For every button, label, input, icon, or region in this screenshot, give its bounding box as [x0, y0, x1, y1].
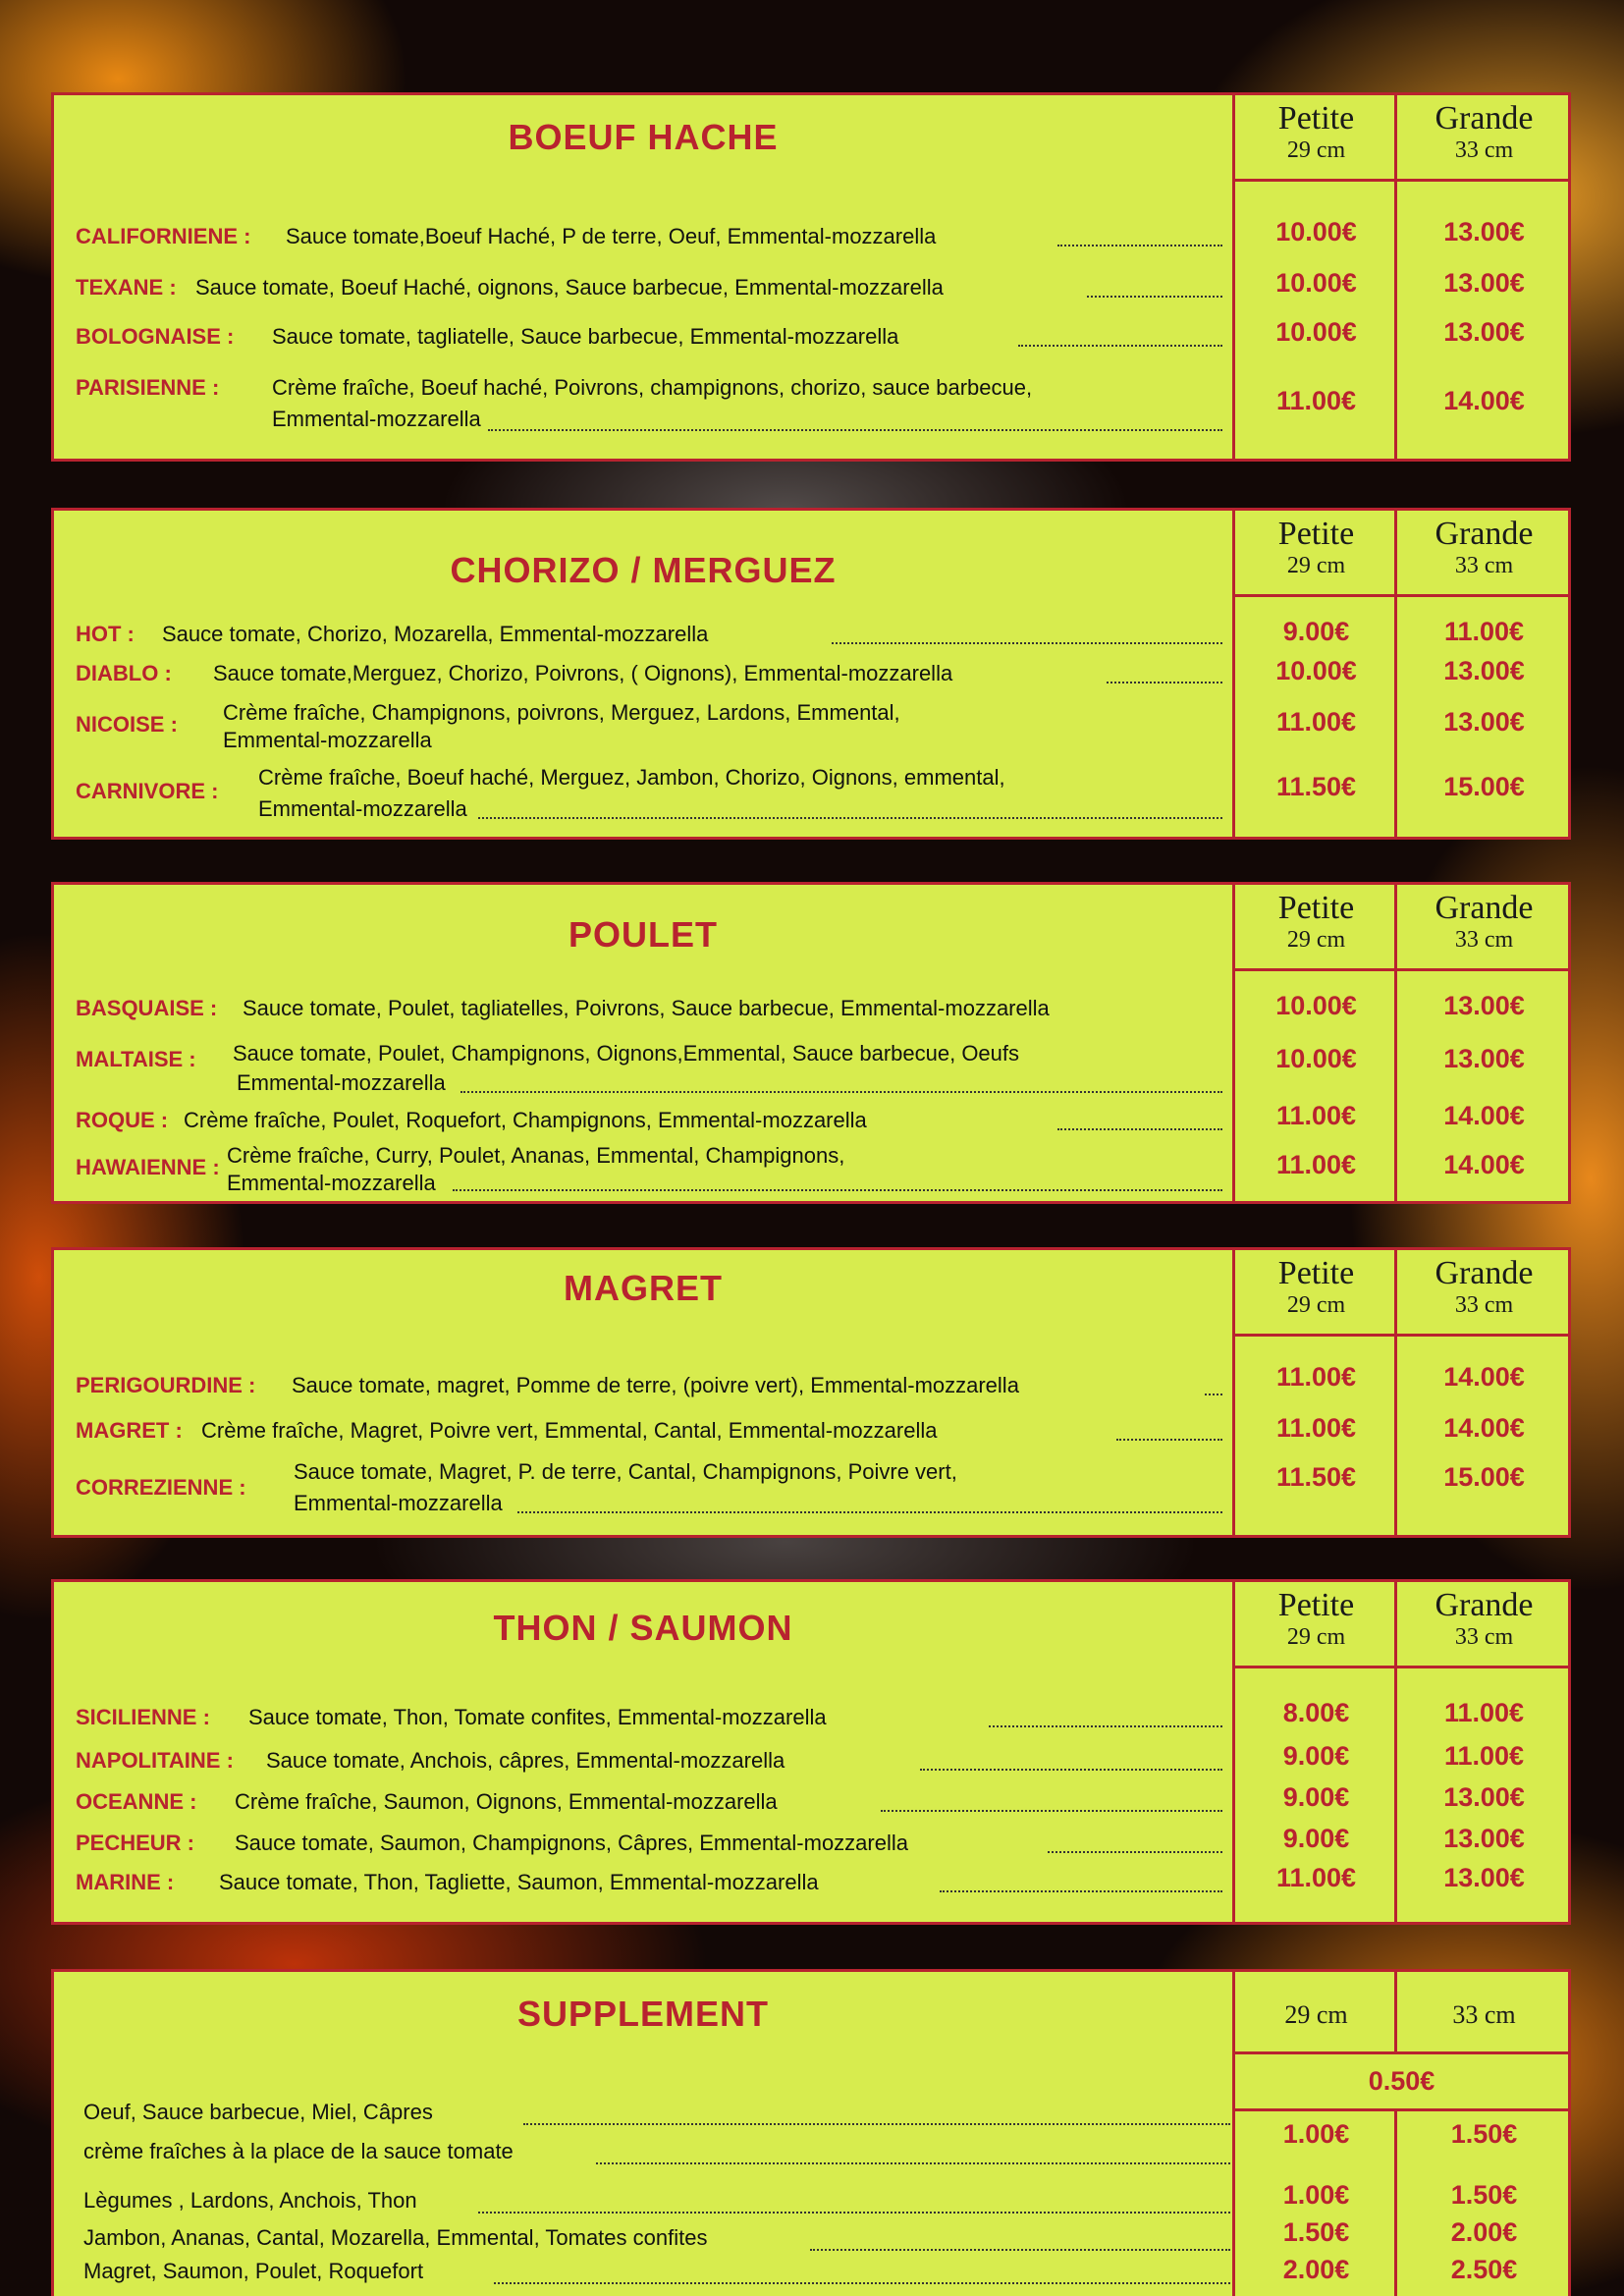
- size-cm: 33 cm: [1454, 927, 1514, 953]
- col-grande: [1394, 95, 1571, 459]
- item-desc-cont: Emmental-mozzarella: [227, 1171, 436, 1195]
- price: 10.00€: [1275, 217, 1357, 246]
- col-header: [1397, 511, 1571, 597]
- item-desc: Sauce tomate, Thon, Tomate confites, Emmental-mozzarella: [248, 1705, 827, 1729]
- price: 10.00€: [1275, 1044, 1357, 1073]
- item-name: BASQUAISE :: [76, 996, 218, 1020]
- section-title: BOEUF HACHE: [508, 117, 779, 157]
- price: 13.00€: [1443, 656, 1525, 685]
- size-name: Grande: [1435, 1255, 1534, 1291]
- dot-leader: [478, 817, 1222, 819]
- item-name: CORREZIENNE :: [76, 1475, 246, 1500]
- dot-leader: [940, 1890, 1222, 1892]
- item-desc: Sauce tomate, Anchois, câpres, Emmental-mozzarella: [266, 1748, 785, 1773]
- item-name: DIABLO :: [76, 661, 172, 685]
- size-name: Petite: [1277, 1255, 1355, 1291]
- col-header: [1235, 1582, 1397, 1668]
- item-desc: Sauce tomate,Boeuf Haché, P de terre, Oeuf, Emmental-mozzarella: [286, 224, 937, 248]
- price: 13.00€: [1443, 217, 1525, 246]
- price: 14.00€: [1443, 1362, 1525, 1392]
- supplement-line: crème fraîches à la place de la sauce tomate: [83, 2139, 514, 2163]
- section-main: [54, 511, 1232, 837]
- item-desc-cont: Emmental-mozzarella: [272, 407, 481, 431]
- dot-leader: [881, 1810, 1222, 1812]
- item-desc: Crème fraîche, Poulet, Roquefort, Champignons, Emmental-mozzarella: [184, 1108, 867, 1132]
- price: 10.00€: [1275, 991, 1357, 1020]
- price: 13.00€: [1443, 991, 1525, 1020]
- dot-leader: [453, 1189, 1222, 1191]
- price: 11.50€: [1275, 1462, 1357, 1492]
- item-name: MALTAISE :: [76, 1047, 196, 1071]
- price: 14.00€: [1443, 1413, 1525, 1443]
- col-header: [1235, 1250, 1397, 1337]
- price: 11.50€: [1275, 772, 1357, 801]
- dot-leader: [832, 642, 1222, 644]
- price: 9.00€: [1282, 617, 1350, 646]
- dot-leader: [810, 2249, 1230, 2251]
- col-33cm: [1394, 1972, 1571, 2296]
- item-desc: Sauce tomate, Poulet, Champignons, Oignons,Emmental, Sauce barbecue, Oeufs: [233, 1041, 1020, 1066]
- col-header: [1397, 885, 1571, 971]
- size-name: Petite: [1277, 890, 1355, 926]
- col-header: [1235, 1972, 1397, 2054]
- item-name: PECHEUR :: [76, 1831, 195, 1855]
- size-name: Grande: [1435, 100, 1534, 137]
- price: 1.00€: [1282, 2180, 1350, 2210]
- size-cm: 33 cm: [1452, 2000, 1516, 2029]
- price: 11.00€: [1275, 1413, 1357, 1443]
- price: 2.00€: [1282, 2255, 1350, 2284]
- price: 11.00€: [1275, 386, 1357, 415]
- item-name: ROQUE :: [76, 1108, 169, 1132]
- dot-leader: [1018, 345, 1222, 347]
- col-petite: [1232, 95, 1397, 459]
- item-desc: Sauce tomate, tagliatelle, Sauce barbecue, Emmental-mozzarella: [272, 324, 899, 349]
- supplement-line: Jambon, Ananas, Cantal, Mozarella, Emmental, Tomates confites: [83, 2225, 708, 2250]
- size-name: Petite: [1277, 516, 1355, 552]
- section-title: MAGRET: [564, 1268, 723, 1308]
- col-grande: [1394, 1250, 1571, 1535]
- section-title: SUPPLEMENT: [516, 1994, 770, 2034]
- item-name: CALIFORNIENE :: [76, 224, 251, 248]
- price: 11.00€: [1275, 707, 1357, 737]
- price: 1.50€: [1450, 2119, 1518, 2149]
- item-name: HAWAIENNE :: [76, 1155, 220, 1179]
- supplement-line: Magret, Saumon, Poulet, Roquefort: [83, 2259, 424, 2283]
- dot-leader: [596, 2162, 1230, 2164]
- section-title: THON / SAUMON: [493, 1608, 793, 1648]
- section-magret: [51, 1247, 1571, 1538]
- price: 2.00€: [1450, 2217, 1518, 2247]
- section-title: CHORIZO / MERGUEZ: [450, 550, 837, 590]
- item-name: NAPOLITAINE :: [76, 1748, 234, 1773]
- dot-leader: [523, 2123, 1230, 2125]
- price: 15.00€: [1443, 1462, 1525, 1492]
- size-cm: 33 cm: [1454, 137, 1514, 163]
- col-29cm: [1232, 1972, 1397, 2296]
- size-cm: 29 cm: [1286, 553, 1346, 578]
- price: 13.00€: [1443, 268, 1525, 298]
- size-cm: 33 cm: [1454, 1292, 1514, 1318]
- col-header: [1397, 95, 1571, 182]
- item-name: NICOISE :: [76, 712, 178, 737]
- size-cm: 29 cm: [1286, 137, 1346, 163]
- dot-leader: [517, 1511, 1222, 1513]
- size-cm: 29 cm: [1286, 1624, 1346, 1650]
- size-cm: 29 cm: [1286, 1292, 1346, 1318]
- col-grande: [1394, 511, 1571, 837]
- item-desc-cont: Emmental-mozzarella: [258, 796, 467, 821]
- price: 8.00€: [1282, 1698, 1350, 1727]
- item-desc: Sauce tomate, magret, Pomme de terre, (poivre vert), Emmental-mozzarella: [292, 1373, 1019, 1397]
- dot-leader: [1048, 1851, 1222, 1853]
- item-desc: Sauce tomate, Boeuf Haché, oignons, Sauce barbecue, Emmental-mozzarella: [195, 275, 944, 300]
- item-desc: Crème fraîche, Magret, Poivre vert, Emmental, Cantal, Emmental-mozzarella: [201, 1418, 938, 1443]
- size-name: Grande: [1435, 516, 1534, 552]
- price: 14.00€: [1443, 1101, 1525, 1130]
- price: 11.00€: [1443, 1741, 1525, 1771]
- dot-leader: [460, 1091, 1222, 1093]
- col-petite: [1232, 1582, 1397, 1922]
- col-header: [1397, 1582, 1571, 1668]
- dot-leader: [1057, 245, 1222, 246]
- dot-leader: [1087, 296, 1222, 298]
- price: 1.50€: [1282, 2217, 1350, 2247]
- item-desc: Sauce tomate, Thon, Tagliette, Saumon, Emmental-mozzarella: [219, 1870, 819, 1894]
- item-desc: Sauce tomate, Poulet, tagliatelles, Poivrons, Sauce barbecue, Emmental-mozzarella: [243, 996, 1050, 1020]
- section-thon-saumon: [51, 1579, 1571, 1925]
- col-header: [1397, 1250, 1571, 1337]
- price: 11.00€: [1275, 1863, 1357, 1892]
- item-name: BOLOGNAISE :: [76, 324, 235, 349]
- item-desc: Crème fraîche, Boeuf haché, Poivrons, champignons, chorizo, sauce barbecue,: [272, 375, 1033, 400]
- dot-leader: [989, 1725, 1222, 1727]
- col-header: [1235, 885, 1397, 971]
- size-name: Petite: [1277, 100, 1355, 137]
- section-title: POULET: [568, 914, 718, 955]
- item-name: TEXANE :: [76, 275, 177, 300]
- price: 14.00€: [1443, 1150, 1525, 1179]
- section-main: [54, 1972, 1232, 2296]
- price: 10.00€: [1275, 317, 1357, 347]
- supplement-line: Oeuf, Sauce barbecue, Miel, Câpres: [83, 2100, 433, 2124]
- col-header: [1397, 1972, 1571, 2054]
- price: 11.00€: [1443, 617, 1525, 646]
- price: 10.00€: [1275, 268, 1357, 298]
- col-header: [1235, 511, 1397, 597]
- dot-leader: [1116, 1439, 1222, 1441]
- price: 11.00€: [1275, 1150, 1357, 1179]
- item-desc-cont: Emmental-mozzarella: [223, 728, 432, 752]
- item-desc: Crème fraîche, Boeuf haché, Merguez, Jambon, Chorizo, Oignons, emmental,: [258, 765, 1005, 790]
- col-petite: [1232, 885, 1397, 1201]
- price: 11.00€: [1443, 1698, 1525, 1727]
- price: 13.00€: [1443, 707, 1525, 737]
- price: 11.00€: [1275, 1101, 1357, 1130]
- price: 14.00€: [1443, 386, 1525, 415]
- col-header: [1235, 95, 1397, 182]
- col-grande: [1394, 1582, 1571, 1922]
- size-cm: 33 cm: [1454, 1624, 1514, 1650]
- item-name: MAGRET :: [76, 1418, 183, 1443]
- supplement-line: Lègumes , Lardons, Anchois, Thon: [83, 2188, 417, 2213]
- dot-leader: [1057, 1128, 1222, 1130]
- size-name: Grande: [1435, 1587, 1534, 1623]
- section-main: [54, 1250, 1232, 1535]
- price: 0.50€: [1368, 2066, 1435, 2096]
- item-name: SICILIENNE :: [76, 1705, 210, 1729]
- price: 9.00€: [1282, 1824, 1350, 1853]
- dot-leader: [1205, 1394, 1222, 1395]
- col-petite: [1232, 1250, 1397, 1535]
- dot-leader: [488, 429, 1222, 431]
- dot-leader: [494, 2282, 1230, 2284]
- price: 13.00€: [1443, 1044, 1525, 1073]
- price: 9.00€: [1282, 1741, 1350, 1771]
- item-desc: Crème fraîche, Champignons, poivrons, Merguez, Lardons, Emmental,: [223, 700, 900, 725]
- item-desc: Sauce tomate, Saumon, Champignons, Câpres, Emmental-mozzarella: [235, 1831, 908, 1855]
- item-desc: Sauce tomate, Chorizo, Mozarella, Emmental-mozzarella: [162, 622, 709, 646]
- merged-price-cell: [1232, 2054, 1568, 2111]
- dot-leader: [920, 1769, 1222, 1771]
- item-name: PERIGOURDINE :: [76, 1373, 256, 1397]
- price: 9.00€: [1282, 1782, 1350, 1812]
- size-cm: 33 cm: [1454, 553, 1514, 578]
- dot-leader: [1107, 682, 1222, 683]
- section-boeuf-hache: [51, 92, 1571, 462]
- section-chorizo-merguez: [51, 508, 1571, 840]
- item-name: PARISIENNE :: [76, 375, 220, 400]
- price: 2.50€: [1450, 2255, 1518, 2284]
- item-name: CARNIVORE :: [76, 779, 219, 803]
- price: 1.00€: [1282, 2119, 1350, 2149]
- size-name: Petite: [1277, 1587, 1355, 1623]
- section-poulet: [51, 882, 1571, 1204]
- section-main: [54, 885, 1232, 1201]
- col-petite: [1232, 511, 1397, 837]
- size-name: Grande: [1435, 890, 1534, 926]
- size-cm: 29 cm: [1286, 927, 1346, 953]
- section-main: [54, 1582, 1232, 1922]
- size-cm: 29 cm: [1284, 2000, 1348, 2029]
- col-grande: [1394, 885, 1571, 1201]
- price: 13.00€: [1443, 1824, 1525, 1853]
- item-desc: Sauce tomate,Merguez, Chorizo, Poivrons, ( Oignons), Emmental-mozzarella: [213, 661, 953, 685]
- item-desc: Crème fraîche, Curry, Poulet, Ananas, Emmental, Champignons,: [227, 1143, 845, 1168]
- section-supplement: [51, 1969, 1571, 2296]
- item-desc: Sauce tomate, Magret, P. de terre, Cantal, Champignons, Poivre vert,: [294, 1459, 957, 1484]
- price: 1.50€: [1450, 2180, 1518, 2210]
- item-name: HOT :: [76, 622, 135, 646]
- section-main: [54, 95, 1232, 459]
- price: 13.00€: [1443, 317, 1525, 347]
- item-name: MARINE :: [76, 1870, 175, 1894]
- dot-leader: [478, 2212, 1230, 2214]
- price: 13.00€: [1443, 1863, 1525, 1892]
- item-name: OCEANNE :: [76, 1789, 197, 1814]
- item-desc-cont: Emmental-mozzarella: [294, 1491, 503, 1515]
- item-desc: Crème fraîche, Saumon, Oignons, Emmental-mozzarella: [235, 1789, 778, 1814]
- price: 11.00€: [1275, 1362, 1357, 1392]
- item-desc-cont: Emmental-mozzarella: [237, 1070, 446, 1095]
- price: 13.00€: [1443, 1782, 1525, 1812]
- price: 15.00€: [1443, 772, 1525, 801]
- price: 10.00€: [1275, 656, 1357, 685]
